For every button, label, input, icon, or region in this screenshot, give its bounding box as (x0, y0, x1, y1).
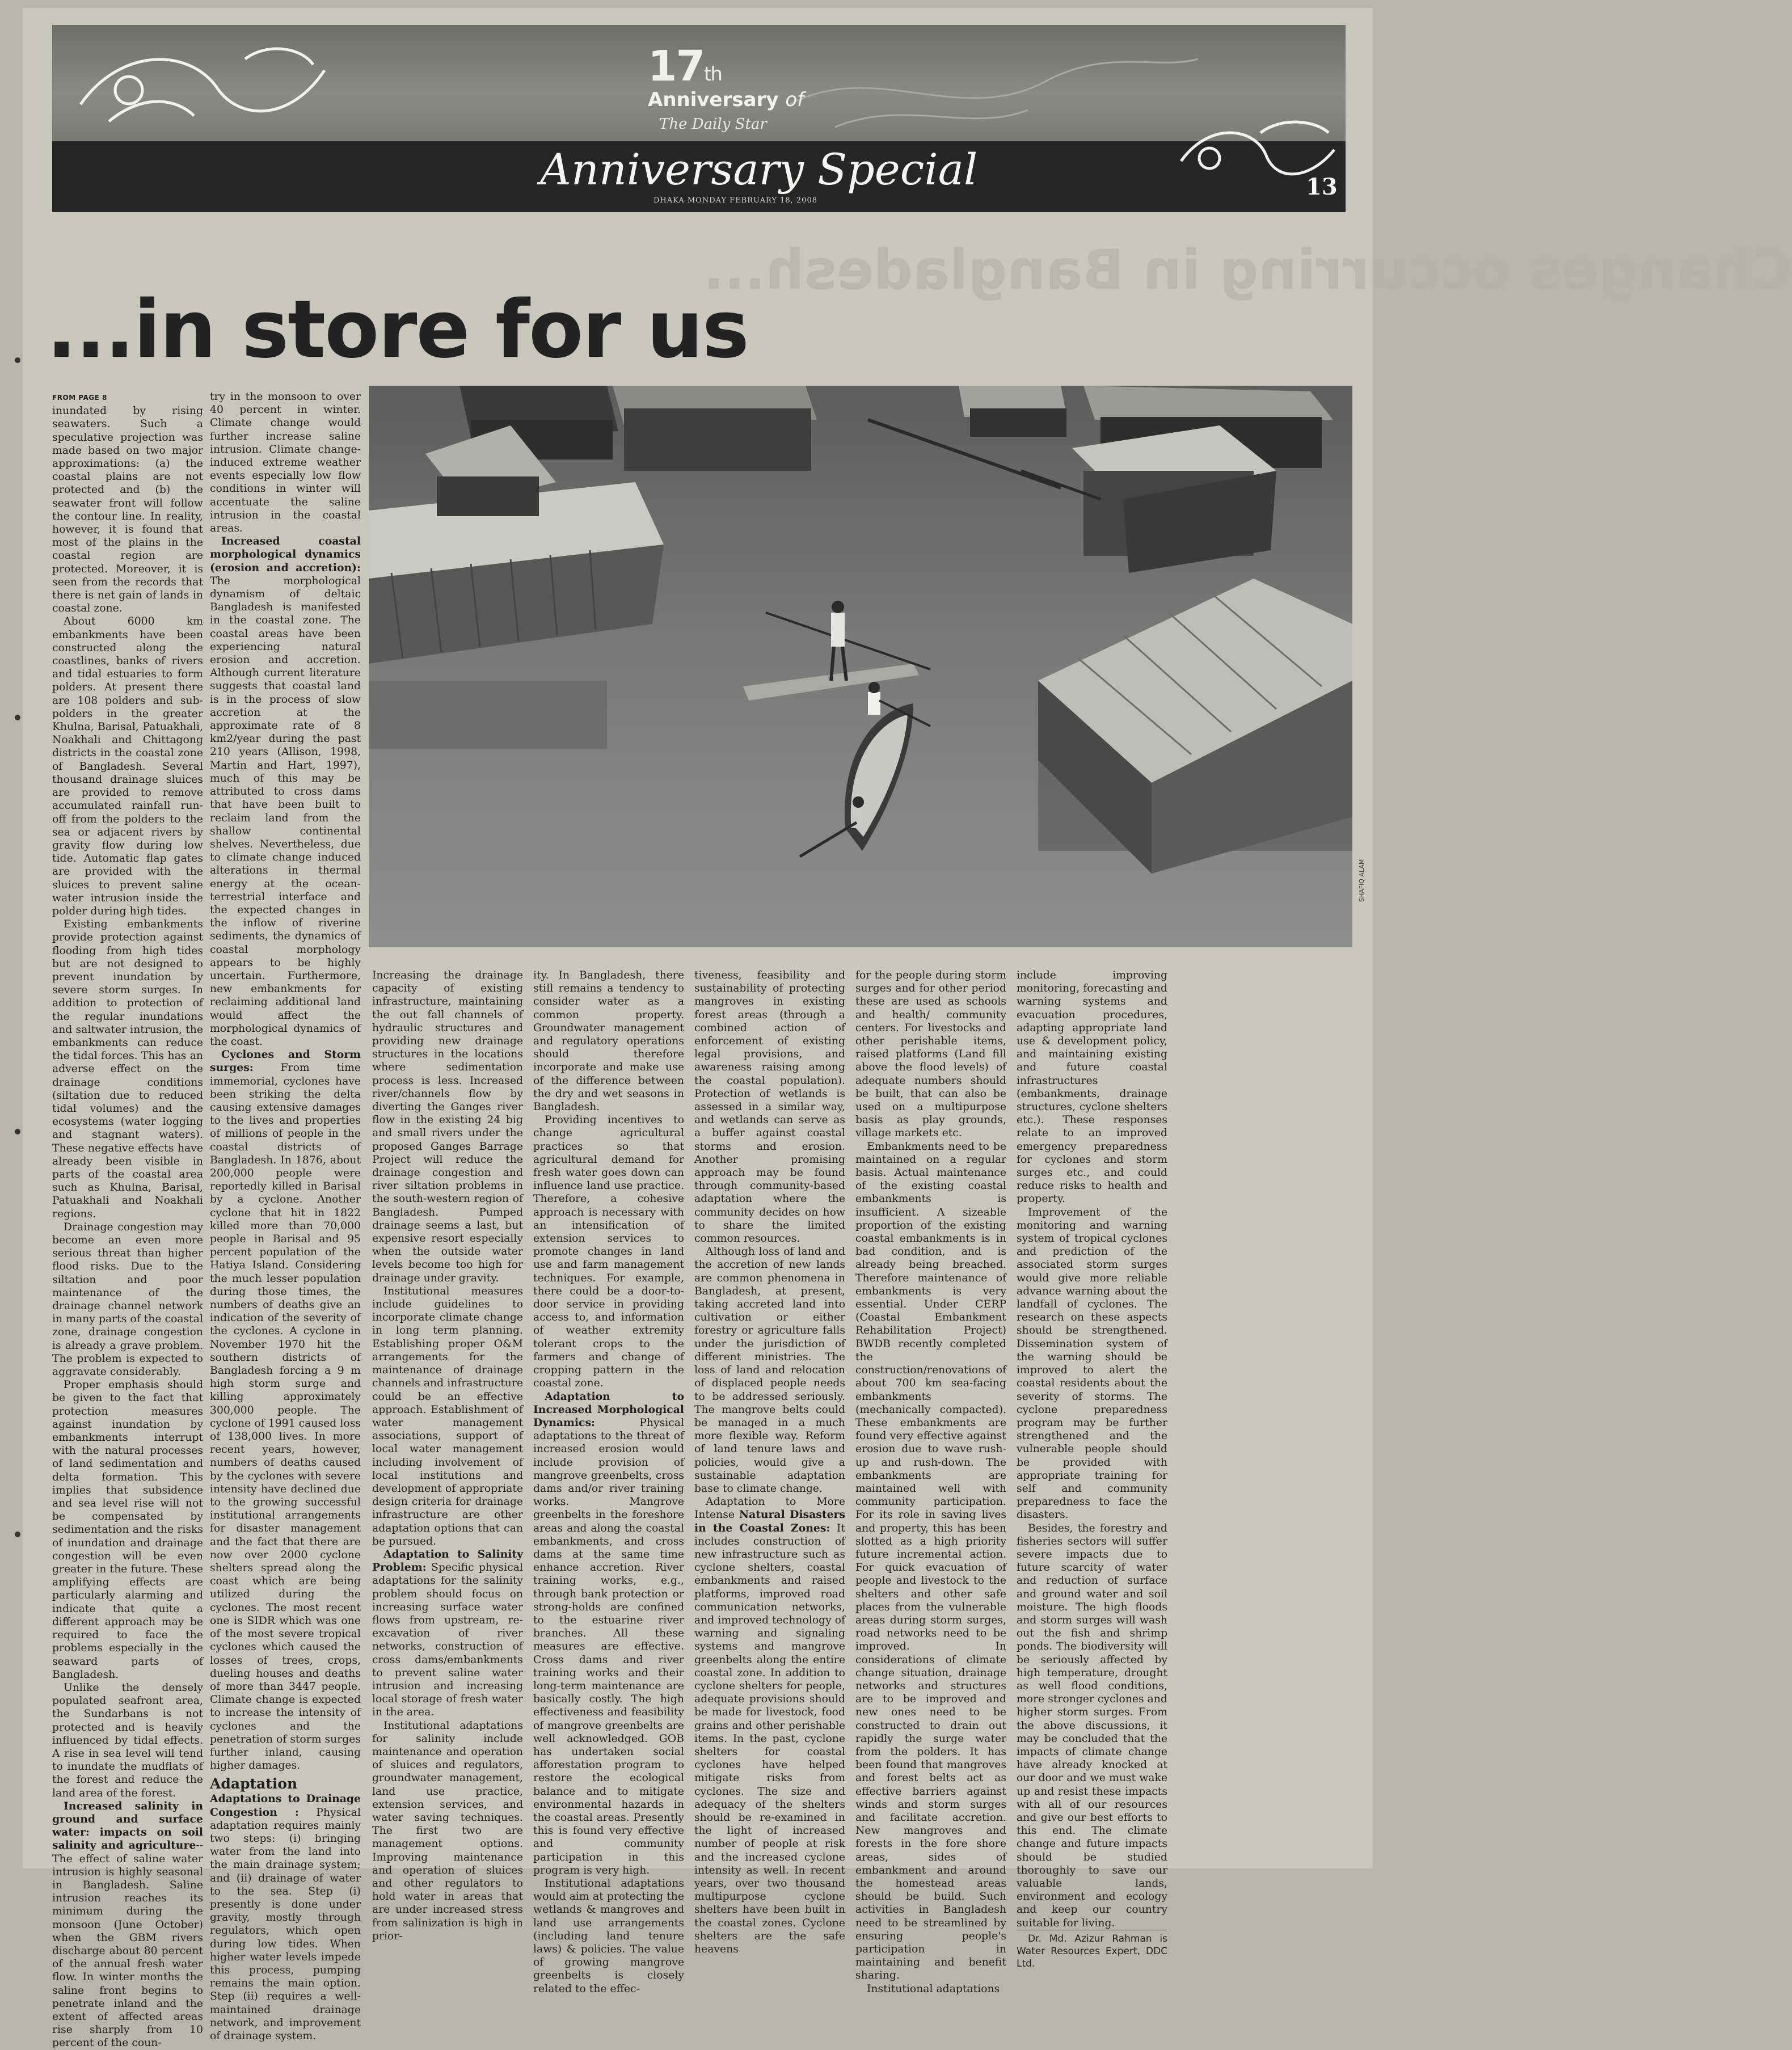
article-column-5 (694, 969, 845, 1956)
margin-mark (15, 715, 20, 720)
paragraph: Adaptations to Drainage Congestion : Physical adaptation requires mainly two steps: (i) bringing water from the land into the main drainage system; and (ii) drainage of water to the sea. Step (i) presently is done under gravity, mostly through regulators, which open during low tides. When higher water levels impede this process, pumping remains the main option. Step (ii) requires a well-maintained drainage network, and improvement of drainage system. (210, 1792, 361, 2042)
show-through-headline: Changes occurring in Bangladesh... (703, 238, 1792, 302)
paragraph: Institutional adaptations would aim at protecting the wetlands & mangroves and land use arrangements (including land tenure laws) & policies. The value of growing mangrove greenbelts is closely related to the effec- (533, 1878, 684, 1995)
paragraph: Adaptation to Salinity Problem: Specific physical adaptations for the salinity problem should focus on increasing surface water flows from upstream, re-excavation of river networks, construction of cross dams/embankments to prevent saline water intrusion and increasing local storage of fresh water in the area. (372, 1547, 523, 1719)
article-column-6 (855, 969, 1006, 1995)
subheading: Increased coastal morphological dynamics (erosion and accretion): (210, 535, 361, 574)
paragraph: Increasing the drainage capacity of existing infrastructure, maintaining the out fall channels of hydraulic structures and providing new drainage structures in the locations where sedimentation process is less. Increased river/channels flow by diverting the Ganges river flow in the existing 24 big and small rivers under the proposed Ganges Barrage Project will reduce the drainage congestion and river siltation problems in the south-western region of Bangladesh. Pumped drainage seems a last, but expensive resort especially when the outside water levels become too high for drainage under gravity. (372, 969, 523, 1284)
paragraph: Increased salinity in ground and surface water: impacts on soil salinity and agriculture--The effect of saline water intrusion is highly seasonal in Bangladesh. Saline intrusion reaches its minimum during the monsoon (June October) when the GBM rivers discharge about 80 percent of the annual fresh water flow. In winter months the saline front begins to penetrate inland and the extent of affected areas rise sharply from 10 percent of the coun- (52, 1799, 203, 2049)
dateline: DHAKA MONDAY FEBRUARY 18, 2008 (653, 196, 817, 205)
paragraph: try in the monsoon to over 40 percent in winter. Climate change would further increase saline intrusion. Climate change-induced extreme weather events especially low flow conditions in winter will accentuate the saline intrusion in the coastal areas. (210, 391, 361, 535)
paragraph: Embankments need to be maintained on a regular basis. Actual maintenance of the existing coastal embankments is insufficient. A sizeable proportion of the existing coastal embankments is in bad condition, and is already being breached. Therefore maintenance of embankments is very essential. Under CERP (Coastal Embankment Rehabilitation Project) BWDB recently completed the construction/renovations of about 700 km sea-facing embankments (mechanically compacted). These embankments are found very effective against erosion due to wave rush-up and rush-down. The embankments are maintained well with community participation. For its role in saving lives and property, this has been slotted as a high priority future incremental action. For quick evacuation of people and livestock to the shelters and other safe places from the vulnerable areas during storm surges, road networks need to be improved. In considerations of climate change situation, drainage networks and structures are to be improved and new ones need to be constructed to drain out rapidly the surge water from the polders. It has been found that mangroves and forest belts act as effective barriers against winds and storm surges and facilitate accretion. New mangroves and forests in the fore shore areas, sides of embankment and around the homestead areas should be build. Such activities in Bangladesh need to be streamlined by ensuring people's participation in maintaining and benefit sharing. (855, 1140, 1006, 1982)
submerged-house (613, 386, 817, 471)
subheading: Increased salinity in ground and surface water: impacts on soil salinity and agriculture (52, 1799, 203, 1852)
paragraph: Besides, the forestry and fisheries sectors will suffer severe impacts due to future scarcity of water and reduction of surface and ground water and soil moisture. The high floods and storm surges will wash out the fish and shrimp ponds. The biodiversity will be seriously affected by high temperature, drought as well flood conditions, more stronger cyclones and higher storm surges. From the above discussions, it may be concluded that the impacts of climate change have already knocked at our door and we must wake up and resist these impacts with all of our resources and give our best efforts to this end. The climate change and future impacts should be studied thoroughly to save our valuable lands, environment and ecology and keep our country suitable for living. (1017, 1522, 1167, 1929)
paragraph: ity. In Bangladesh, there still remains a tendency to consider water as a common property. Groundwater management and regulatory operations should therefore incorporate and make use of the difference between the dry and wet seasons in Bangladesh. (533, 969, 684, 1113)
newspaper-name: The Daily Star (659, 116, 767, 133)
subheading: Adaptation to Salinity Problem: (372, 1547, 523, 1574)
from-page-note: FROM PAGE 8 (52, 394, 107, 402)
article-column-2 (210, 390, 361, 2042)
paragraph: Institutional measures include guidelines to incorporate climate change in long term planning. Establishing proper O&M arrangements for the maintenance of drainage channels and infrastructure could be an effective approach. Establishment of water management associations, support of local water management including involvement of local institutions and development of appropriate design criteria for drainage infrastructure are other adaptation options that can be pursued. (372, 1285, 523, 1547)
paragraph: Drainage congestion may become an even more serious threat than higher flood risks. Due to the siltation and poor maintenance of the drainage channel network in many parts of the coastal zone, drainage congestion is already a grave problem. The problem is expected to aggravate considerably. (52, 1221, 203, 1378)
paragraph: include improving monitoring, forecasting and warning systems and evacuation procedures, adapting appropriate land use & development policy, and maintaining existing and future coastal infrastructures (embankments, drainage structures, cyclone shelters etc.). These responses relate to an improved emergency preparedness for cyclones and storm surges etc., and could reduce risks to health and property. (1017, 969, 1167, 1205)
anniversary-label: Anniversary of (648, 88, 804, 111)
article-column-7 (1017, 969, 1167, 1969)
article-column-1 (52, 390, 203, 2049)
photo-credit: SHAFIQ ALAM (1358, 859, 1365, 902)
paragraph: About 6000 km embankments have been constructed along the coastlines, banks of rivers and tidal estuaries to form polders. At present there are 108 polders and sub-polders in the greater Khulna, Barisal, Patuakhali, Noakhali and Chittagong districts in the coastal zone of Bangladesh. Several thousand drainage sluices are provided to remove accumulated rainfall run-off from the polders to the sea or adjacent rivers by gravity flow during low tide. Automatic flap gates are provided with the sluices to prevent saline water intrusion inside the polder during high tides. (52, 615, 203, 917)
section-heading: Adaptation (210, 1775, 298, 1792)
section-title: Anniversary Special (540, 144, 978, 195)
paragraph: inundated by rising seawaters. Such a speculative projection was made based on two major approximations: (a) the coastal plains are not protected and (b) the seawater front will follow the contour line. In reality, however, it is found that most of the plains in the coastal region are protected. Moreover, it is seen from the records that there is net gain of lands in coastal zone. (52, 405, 203, 615)
paragraph: Existing embankments provide protection against flooding from high tides but are not designed to prevent inundation by severe storm surges. In addition to protection of the regular inundations and saltwater intrusion, the embankments can reduce the tidal forces. This has an adverse effect on the drainage conditions (siltation due to reduced tidal volumes) and the ecosystems (water logging and stagnant waters). These negative effects have already been visible in parts of the coastal area such as Khulna, Barisal, Patuakhali and Noakhali regions. (52, 918, 203, 1220)
paragraph: tiveness, feasibility and sustainability of protecting mangroves in existing forest areas (through a combined action of enforcement of existing legal provisions, and awareness raising among the coastal population). Protection of wetlands is assessed in a similar way, and wetlands can serve as a buffer against coastal storms and erosion. Another promising approach may be found through community-based adaptation where the community decides on how to share the limited common resources. (694, 969, 845, 1245)
subheading: Cyclones and Storm surges: (210, 1048, 361, 1074)
submerged-house (959, 386, 1066, 437)
paragraph: Adaptation to More Intense Natural Disasters in the Coastal Zones: It includes construction of new infrastructure such as cyclone shelters, coastal embankments and raised platforms, improved road communication networks, and improved technology of warning and signaling systems and mangrove greenbelts along the entire coastal zone. In addition to cyclone shelters for people, adequate provisions should be made for livestock, food grains and other perishable items. In the past, cyclone shelters for coastal cyclones have helped mitigate risks from cyclones. The size and adequacy of the shelters should be re-examined in the light of increased number of people at risk and the increased cyclone intensity as well. In recent years, over two thousand multipurpose cyclone shelters have been built in the coastal zones. Cyclone shelters are the safe heavens (694, 1496, 845, 1956)
paragraph: for the people during storm surges and for other period these are used as schools and health/ community centers. For livestocks and other perishable items, raised platforms (Land fill above the flood levels) of adequate numbers should be built, that can also be used on a multipurpose basis as play grounds, village markets etc. (855, 969, 1006, 1140)
flood-photo-illustration (369, 386, 1352, 947)
subheading: Adaptation to Increased Morphological Dynamics: (533, 1390, 684, 1429)
paragraph: Improvement of the monitoring and warning system of tropical cyclones and prediction of the associated storm surges would give more reliable advance warning about the landfall of cyclones. The research on these aspects should be strengthened. Dissemination system of the warning should be improved to alert the coastal residents about the severity of storms. The cyclone preparedness program may be further strengthened and the vulnerable people should be provided with appropriate training for self and community preparedness to face the disasters. (1017, 1206, 1167, 1521)
headline: ...in store for us (47, 284, 748, 376)
margin-mark (15, 1532, 20, 1537)
page-number: 13 (1306, 174, 1338, 200)
paragraph: Unlike the densely populated seafront area, the Sundarbans is not protected and is heavily influenced by tidal effects. A rise in sea level will tend to inundate the mudflats of the forest and reduce the land area of the forest. (52, 1681, 203, 1799)
swirl-ornament-center (790, 36, 1198, 138)
swirl-ornament-left (75, 36, 336, 144)
paragraph: Cyclones and Storm surges: From time immemorial, cyclones have been striking the delta causing extensive damages to the lives and properties of millions of people in the coastal districts of Bangladesh. In 1876, about 200,000 people were reportedly killed in Barisal by a cyclone. Another cyclone that hit in 1822 killed more than 70,000 people in Barisal and 95 percent population of the Hatiya Island. Considering the much lesser population during those times, the numbers of deaths give an indication of the severity of the cyclones. A cyclone in November 1970 hit the southern districts of Bangladesh forcing a 9 m high storm surge and killing approximately 300,000 people. The cyclone of 1991 caused loss of 138,000 lives. In more recent years, however, numbers of deaths caused by the cyclones with severe intensity have declined due to the growing successful institutional arrangements for disaster management and the fact that there are now over 2000 cyclone shelters spread along the coast which are being utilized during the cyclones. The most recent one is SIDR which was one of the most severe tropical cyclones which caused the losses of trees, crops, dueling houses and deaths of more than 3447 people. Climate change is expected to increase the intensity of cyclones and the penetration of storm surges further inland, causing higher damages. (210, 1048, 361, 1772)
article-column-4 (533, 969, 684, 1995)
article-column-3 (372, 969, 523, 1942)
paragraph: Institutional adaptations for salinity include maintenance and operation of sluices and regulators, groundwater management, land use practice, extension services, and water saving techniques. The first two are management options. Improving maintenance and operation of sluices and other regulators to hold water in areas that are under increased stress from salinization is high in prior- (372, 1719, 523, 1942)
paragraph: Institutional adaptations (867, 1982, 1000, 1995)
flood-photo (369, 386, 1352, 947)
subheading: Adaptations to Drainage Congestion : (210, 1792, 361, 1819)
margin-mark (15, 357, 20, 363)
paragraph: Increased coastal morphological dynamics (erosion and accretion): The morphological dynamism of deltaic Bangladesh is manifested in the coastal zone. The coastal areas have been experiencing natural erosion and accretion. Although current literature suggests that coastal land is in the process of slow accretion at the approximate rate of 8 km2/year during the past 210 years (Allison, 1998, Martin and Hart, 1997), much of this may be attributed to cross dams that have been built to reclaim land from the shallow continental shelves. Nevertheless, due to climate change induced alterations in thermal energy at the ocean-terrestrial interface and the expected changes in the inflow of riverine sediments, the dynamics of coastal morphology appears to be highly uncertain. Furthermore, new embankments for reclaiming additional land would affect the morphological dynamics of the coast. (210, 535, 361, 1048)
subheading: Natural Disasters in the Coastal Zones: (694, 1508, 845, 1534)
paragraph: Although loss of land and the accretion of new lands are common phenomena in Bangladesh, at present, taking accreted land into cultivation or either forestry or agriculture falls under the jurisdiction of different ministries. The loss of land and relocation of displaced people needs to be addressed seriously. The mangrove belts could be managed in a much more flexible way. Reform of land tenure laws and policies, would give a sustainable adaptation base to climate change. (694, 1246, 845, 1495)
author-byline: Dr. Md. Azizur Rahman is Water Resources Expert, DDC Ltd. (1017, 1930, 1167, 1970)
paragraph: Providing incentives to change agricultural practices so that agricultural demand for fresh water goes down can influence land use practice. Therefore, a cohesive approach is necessary with an intensification of extension services to promote changes in land use and farm management techniques. For example, there could be a door-to-door service in providing access to, and information of weather extremity tolerant crops to the farmers and change of cropping pattern in the coastal zone. (533, 1114, 684, 1390)
paragraph: Adaptation to Increased Morphological Dynamics: Physical adaptations to the threat of increased erosion would include provision of mangrove greenbelts, cross dams and/or river training works. Mangrove greenbelts in the foreshore areas and along the coastal embankments, and cross dams at the same time enhance accretion. River training works, e.g., through bank protection or strong-holds are confined to the estuarine river branches. All these measures are effective. Cross dams and river training works and their long-term maintenance are basically costly. The high effectiveness and feasibility of mangrove greenbelts are well acknowledged. GOB has undertaken social afforestation program to restore the ecological balance and to mitigate environmental hazards in the coastal areas. Presently this is found very effective and community participation in this program is very high. (533, 1390, 684, 1876)
masthead (52, 25, 1346, 212)
paragraph: Proper emphasis should be given to the fact that protection measures against inundation by embankments interrupt with the natural processes of land sedimentation and delta formation. This implies that subsidence and sea level rise will not be compensated by sedimentation and the risks of inundation and drainage congestion will be even greater in the future. These amplifying effects are particularly alarming and indicate that quite a different approach may be required to face the problems especially in the seaward parts of Bangladesh. (52, 1379, 203, 1681)
submerged-house (1072, 425, 1276, 573)
margin-mark (15, 1129, 20, 1134)
anniversary-number: 17th (648, 42, 722, 91)
